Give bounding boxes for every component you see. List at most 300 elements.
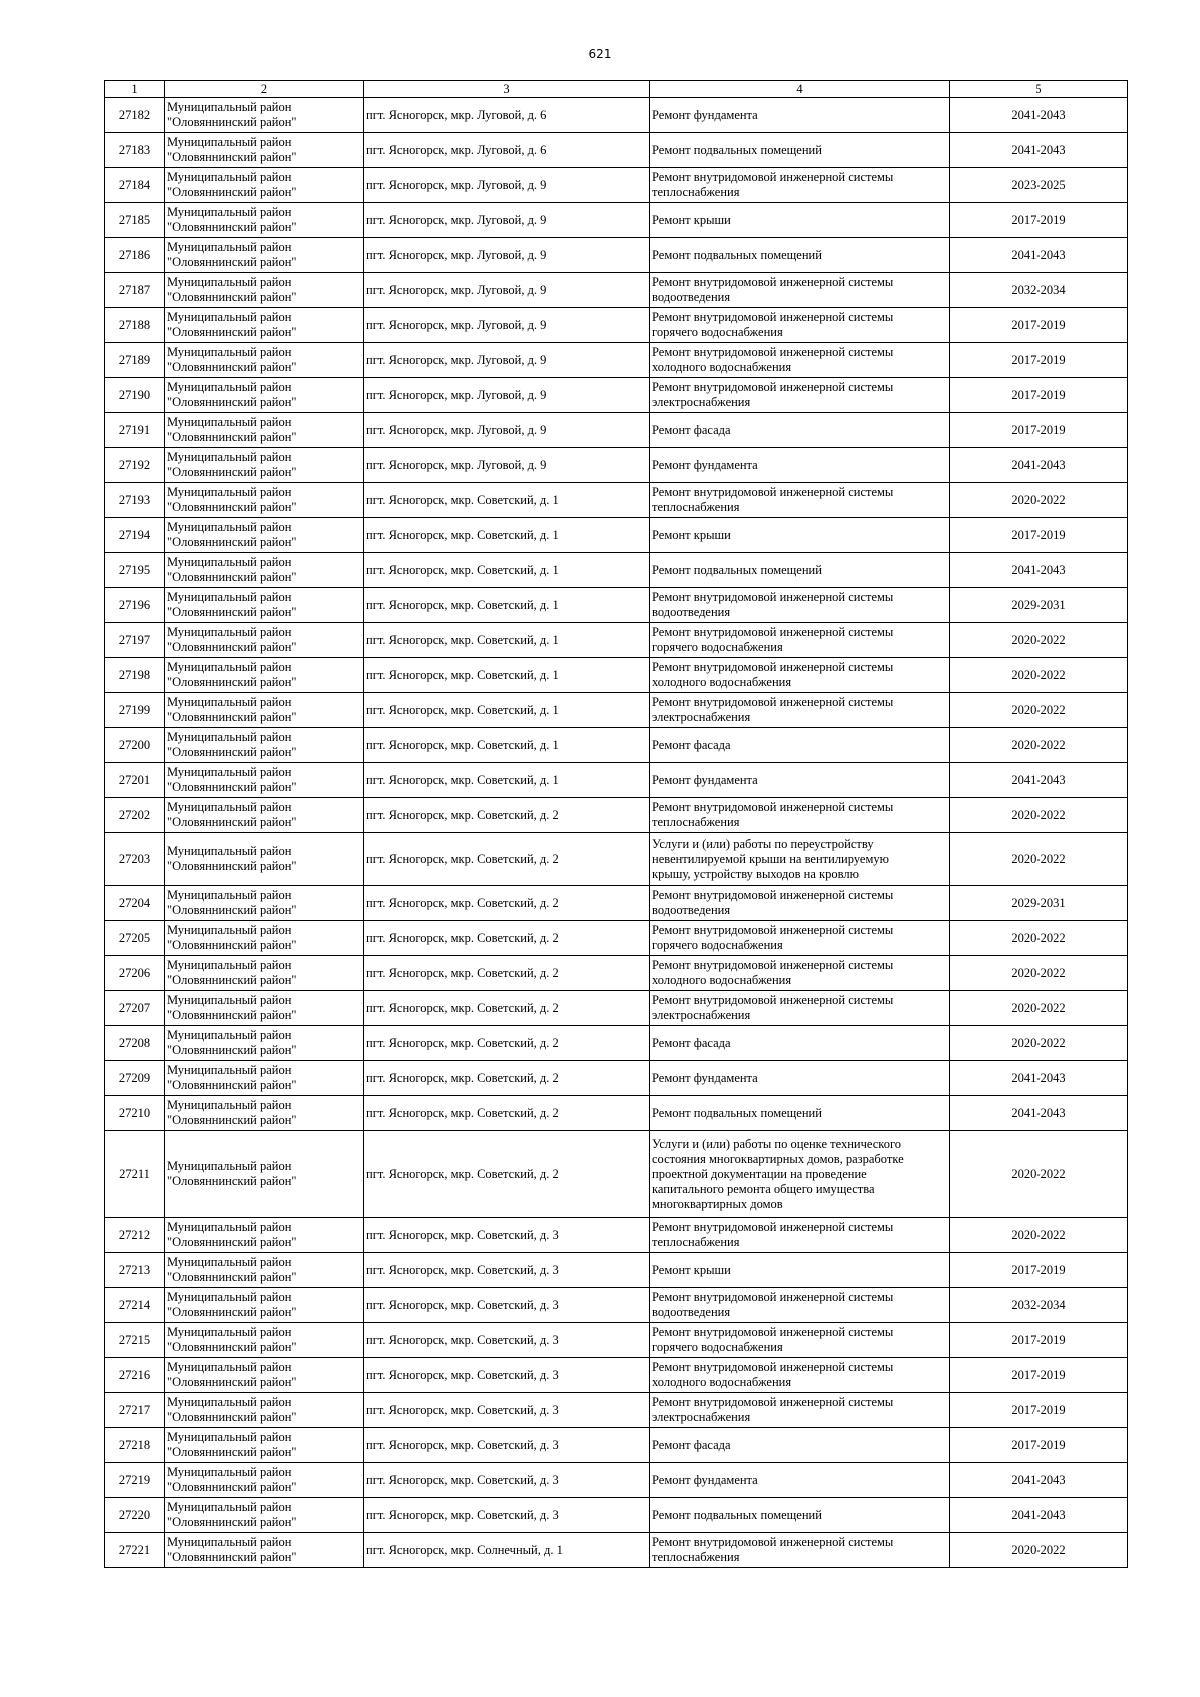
table-row: [105, 833, 1128, 886]
table-row: [105, 588, 1128, 623]
district-cell: [165, 1131, 364, 1218]
work-type-cell: [650, 991, 950, 1026]
column-header-4: 4: [650, 81, 950, 98]
district-line: Муниципальный район: [167, 240, 292, 254]
work-type-line: водоотведения: [652, 605, 731, 619]
work-type-cell: [650, 1498, 950, 1533]
table-row: [105, 658, 1128, 693]
district-cell: [165, 133, 364, 168]
row-number-cell: 27205: [105, 921, 165, 956]
table-row: [105, 1218, 1128, 1253]
district-line: Муниципальный район: [167, 1255, 292, 1269]
work-type-line: теплоснабжения: [652, 500, 740, 514]
table-row: [105, 956, 1128, 991]
district-line: Муниципальный район: [167, 205, 292, 219]
row-number-cell: 27190: [105, 378, 165, 413]
district-line: "Оловяннинский район": [167, 1410, 297, 1424]
work-type-line: Ремонт фундамента: [652, 1070, 758, 1085]
work-type-cell: [650, 1131, 950, 1218]
work-type-cell: [650, 343, 950, 378]
period-cell: 2017-2019: [950, 1253, 1128, 1288]
district-line: Муниципальный район: [167, 660, 292, 674]
district-line: Муниципальный район: [167, 590, 292, 604]
district-line: Муниципальный район: [167, 1395, 292, 1409]
address-cell: пгт. Ясногорск, мкр. Луговой, д. 9: [364, 343, 650, 378]
address-cell: пгт. Ясногорск, мкр. Советский, д. 2: [364, 921, 650, 956]
district-cell: [165, 273, 364, 308]
table-row: [105, 98, 1128, 133]
district-line: "Оловяннинский район": [167, 430, 297, 444]
table-row: [105, 553, 1128, 588]
work-type-line: многоквартирных домов: [652, 1196, 783, 1211]
column-header-2: 2: [165, 81, 364, 98]
address-cell: пгт. Ясногорск, мкр. Луговой, д. 9: [364, 168, 650, 203]
work-type-line: Ремонт фундамента: [652, 457, 758, 472]
work-type-cell: [650, 273, 950, 308]
work-type-line: теплоснабжения: [652, 1550, 740, 1564]
district-line: "Оловяннинский район": [167, 780, 297, 794]
period-cell: 2020-2022: [950, 956, 1128, 991]
address-cell: пгт. Ясногорск, мкр. Советский, д. 3: [364, 1428, 650, 1463]
address-cell: пгт. Ясногорск, мкр. Советский, д. 1: [364, 693, 650, 728]
row-number-cell: 27221: [105, 1533, 165, 1568]
district-line: "Оловяннинский район": [167, 1445, 297, 1459]
work-type-line: водоотведения: [652, 903, 731, 917]
work-type-line: Ремонт внутридомовой инженерной системы: [652, 1535, 894, 1549]
work-type-line: Услуги и (или) работы по переустройству: [652, 836, 874, 851]
column-header-3: 3: [364, 81, 650, 98]
district-line: Муниципальный район: [167, 1098, 292, 1112]
row-number-cell: 27206: [105, 956, 165, 991]
period-cell: 2017-2019: [950, 1323, 1128, 1358]
period-cell: 2017-2019: [950, 1358, 1128, 1393]
period-cell: 2041-2043: [950, 98, 1128, 133]
table-row: [105, 1323, 1128, 1358]
row-number-cell: 27202: [105, 798, 165, 833]
district-line: "Оловяннинский район": [167, 1113, 297, 1127]
work-type-line: электроснабжения: [652, 1410, 751, 1424]
work-type-line: Ремонт внутридомовой инженерной системы: [652, 1395, 894, 1409]
district-line: "Оловяннинский район": [167, 115, 297, 129]
district-line: Муниципальный район: [167, 1159, 292, 1173]
address-cell: пгт. Ясногорск, мкр. Советский, д. 1: [364, 763, 650, 798]
row-number-cell: 27182: [105, 98, 165, 133]
period-cell: 2020-2022: [950, 833, 1128, 886]
address-cell: пгт. Ясногорск, мкр. Советский, д. 1: [364, 728, 650, 763]
work-type-line: Ремонт внутридомовой инженерной системы: [652, 590, 894, 604]
district-cell: [165, 833, 364, 886]
district-cell: [165, 1061, 364, 1096]
work-type-line: Ремонт подвальных помещений: [652, 142, 822, 157]
work-type-line: Ремонт подвальных помещений: [652, 1105, 822, 1120]
district-line: "Оловяннинский район": [167, 710, 297, 724]
period-cell: 2020-2022: [950, 921, 1128, 956]
address-cell: пгт. Ясногорск, мкр. Советский, д. 3: [364, 1463, 650, 1498]
district-cell: [165, 588, 364, 623]
district-line: "Оловяннинский район": [167, 605, 297, 619]
row-number-cell: 27186: [105, 238, 165, 273]
district-line: Муниципальный район: [167, 380, 292, 394]
district-cell: [165, 413, 364, 448]
district-line: "Оловяннинский район": [167, 1340, 297, 1354]
district-cell: [165, 798, 364, 833]
district-line: "Оловяннинский район": [167, 1550, 297, 1564]
district-line: Муниципальный район: [167, 923, 292, 937]
work-type-line: Ремонт фундамента: [652, 107, 758, 122]
header-row: [105, 81, 1128, 98]
address-cell: пгт. Ясногорск, мкр. Советский, д. 1: [364, 588, 650, 623]
address-cell: пгт. Ясногорск, мкр. Луговой, д. 9: [364, 273, 650, 308]
district-line: Муниципальный район: [167, 415, 292, 429]
district-cell: [165, 956, 364, 991]
period-cell: 2032-2034: [950, 273, 1128, 308]
district-cell: [165, 991, 364, 1026]
table-row: [105, 273, 1128, 308]
district-cell: [165, 1393, 364, 1428]
period-cell: 2017-2019: [950, 203, 1128, 238]
work-type-line: невентилируемой крыши на вентилируемую: [652, 851, 889, 866]
table-row: [105, 991, 1128, 1026]
district-line: Муниципальный район: [167, 993, 292, 1007]
district-line: "Оловяннинский район": [167, 255, 297, 269]
capital-repair-table: [104, 80, 1128, 1568]
address-cell: пгт. Ясногорск, мкр. Советский, д. 3: [364, 1218, 650, 1253]
table-row: [105, 133, 1128, 168]
district-line: Муниципальный район: [167, 485, 292, 499]
address-cell: пгт. Ясногорск, мкр. Советский, д. 3: [364, 1498, 650, 1533]
row-number-cell: 27188: [105, 308, 165, 343]
period-cell: 2029-2031: [950, 588, 1128, 623]
row-number-cell: 27216: [105, 1358, 165, 1393]
district-line: Муниципальный район: [167, 1220, 292, 1234]
address-cell: пгт. Ясногорск, мкр. Луговой, д. 9: [364, 413, 650, 448]
district-cell: [165, 1096, 364, 1131]
table-row: [105, 1498, 1128, 1533]
work-type-cell: [650, 1096, 950, 1131]
work-type-cell: [650, 1323, 950, 1358]
table-row: [105, 798, 1128, 833]
work-type-cell: [650, 886, 950, 921]
work-type-line: Ремонт внутридомовой инженерной системы: [652, 923, 894, 937]
district-line: "Оловяннинский район": [167, 325, 297, 339]
table-row: [105, 886, 1128, 921]
district-line: Муниципальный район: [167, 1430, 292, 1444]
district-line: Муниципальный район: [167, 170, 292, 184]
district-line: Муниципальный район: [167, 695, 292, 709]
work-type-cell: [650, 413, 950, 448]
work-type-cell: [650, 623, 950, 658]
district-line: "Оловяннинский район": [167, 465, 297, 479]
work-type-line: горячего водоснабжения: [652, 640, 783, 654]
work-type-line: водоотведения: [652, 1305, 731, 1319]
work-type-line: Ремонт внутридомовой инженерной системы: [652, 695, 894, 709]
table-row: [105, 518, 1128, 553]
district-cell: [165, 1428, 364, 1463]
address-cell: пгт. Ясногорск, мкр. Советский, д. 1: [364, 483, 650, 518]
address-cell: пгт. Ясногорск, мкр. Советский, д. 3: [364, 1393, 650, 1428]
work-type-cell: [650, 763, 950, 798]
district-line: Муниципальный район: [167, 100, 292, 114]
address-cell: пгт. Ясногорск, мкр. Советский, д. 3: [364, 1323, 650, 1358]
address-cell: пгт. Ясногорск, мкр. Советский, д. 2: [364, 1131, 650, 1218]
period-cell: 2017-2019: [950, 378, 1128, 413]
work-type-cell: [650, 956, 950, 991]
address-cell: пгт. Ясногорск, мкр. Луговой, д. 9: [364, 378, 650, 413]
work-type-cell: [650, 133, 950, 168]
work-type-cell: [650, 483, 950, 518]
row-number-cell: 27194: [105, 518, 165, 553]
period-cell: 2017-2019: [950, 1393, 1128, 1428]
district-line: Муниципальный район: [167, 1290, 292, 1304]
district-cell: [165, 1288, 364, 1323]
work-type-line: холодного водоснабжения: [652, 675, 792, 689]
row-number-cell: 27191: [105, 413, 165, 448]
period-cell: 2020-2022: [950, 483, 1128, 518]
work-type-line: Ремонт внутридомовой инженерной системы: [652, 1220, 894, 1234]
work-type-line: электроснабжения: [652, 395, 751, 409]
period-cell: 2017-2019: [950, 518, 1128, 553]
district-line: Муниципальный район: [167, 310, 292, 324]
column-header-1: 1: [105, 81, 165, 98]
period-cell: 2017-2019: [950, 308, 1128, 343]
work-type-line: проектной документации на проведение: [652, 1166, 867, 1181]
district-line: "Оловяннинский район": [167, 1515, 297, 1529]
table-row: [105, 203, 1128, 238]
district-line: "Оловяннинский район": [167, 1375, 297, 1389]
district-line: "Оловяннинский район": [167, 1174, 297, 1188]
address-cell: пгт. Ясногорск, мкр. Советский, д. 2: [364, 956, 650, 991]
work-type-line: горячего водоснабжения: [652, 325, 783, 339]
work-type-cell: [650, 1463, 950, 1498]
table-row: [105, 1428, 1128, 1463]
work-type-line: Ремонт крыши: [652, 212, 731, 227]
row-number-cell: 27199: [105, 693, 165, 728]
address-cell: пгт. Ясногорск, мкр. Луговой, д. 6: [364, 98, 650, 133]
work-type-line: Ремонт крыши: [652, 1262, 731, 1277]
work-type-cell: [650, 1061, 950, 1096]
work-type-cell: [650, 98, 950, 133]
work-type-line: электроснабжения: [652, 1008, 751, 1022]
table-row: [105, 483, 1128, 518]
work-type-line: Ремонт внутридомовой инженерной системы: [652, 958, 894, 972]
district-line: Муниципальный район: [167, 1535, 292, 1549]
row-number-cell: 27215: [105, 1323, 165, 1358]
district-line: "Оловяннинский район": [167, 150, 297, 164]
district-cell: [165, 728, 364, 763]
work-type-cell: [650, 203, 950, 238]
table-row: [105, 1358, 1128, 1393]
district-line: "Оловяннинский район": [167, 570, 297, 584]
work-type-line: крышу, устройству выходов на кровлю: [652, 866, 859, 881]
period-cell: 2041-2043: [950, 763, 1128, 798]
district-cell: [165, 238, 364, 273]
address-cell: пгт. Ясногорск, мкр. Советский, д. 1: [364, 658, 650, 693]
district-line: Муниципальный район: [167, 625, 292, 639]
work-type-line: Ремонт фасада: [652, 1035, 731, 1050]
work-type-line: Ремонт фундамента: [652, 1472, 758, 1487]
district-line: "Оловяннинский район": [167, 1480, 297, 1494]
work-type-line: горячего водоснабжения: [652, 1340, 783, 1354]
row-number-cell: 27218: [105, 1428, 165, 1463]
period-cell: 2020-2022: [950, 658, 1128, 693]
row-number-cell: 27198: [105, 658, 165, 693]
district-cell: [165, 921, 364, 956]
row-number-cell: 27193: [105, 483, 165, 518]
work-type-line: Ремонт внутридомовой инженерной системы: [652, 1360, 894, 1374]
table-row: [105, 1288, 1128, 1323]
period-cell: 2020-2022: [950, 1131, 1128, 1218]
table-row: [105, 623, 1128, 658]
district-line: Муниципальный район: [167, 765, 292, 779]
period-cell: 2041-2043: [950, 1061, 1128, 1096]
table-row: [105, 238, 1128, 273]
district-cell: [165, 378, 364, 413]
period-cell: 2041-2043: [950, 238, 1128, 273]
district-line: Муниципальный район: [167, 555, 292, 569]
table-row: [105, 1393, 1128, 1428]
work-type-line: Ремонт крыши: [652, 527, 731, 542]
address-cell: пгт. Ясногорск, мкр. Советский, д. 2: [364, 833, 650, 886]
district-cell: [165, 693, 364, 728]
district-line: "Оловяннинский район": [167, 973, 297, 987]
work-type-cell: [650, 238, 950, 273]
period-cell: 2041-2043: [950, 1096, 1128, 1131]
district-line: "Оловяннинский район": [167, 815, 297, 829]
period-cell: 2020-2022: [950, 1026, 1128, 1061]
table-row: [105, 343, 1128, 378]
district-cell: [165, 1218, 364, 1253]
page-number: 621: [588, 47, 612, 61]
row-number-cell: 27207: [105, 991, 165, 1026]
work-type-line: Ремонт подвальных помещений: [652, 1507, 822, 1522]
row-number-cell: 27208: [105, 1026, 165, 1061]
row-number-cell: 27211: [105, 1131, 165, 1218]
district-line: Муниципальный район: [167, 1063, 292, 1077]
work-type-cell: [650, 658, 950, 693]
row-number-cell: 27213: [105, 1253, 165, 1288]
district-cell: [165, 763, 364, 798]
district-line: Муниципальный район: [167, 800, 292, 814]
table-row: [105, 1026, 1128, 1061]
district-line: "Оловяннинский район": [167, 1008, 297, 1022]
work-type-cell: [650, 1428, 950, 1463]
work-type-line: Ремонт фасада: [652, 422, 731, 437]
work-type-cell: [650, 518, 950, 553]
row-number-cell: 27209: [105, 1061, 165, 1096]
district-line: "Оловяннинский район": [167, 745, 297, 759]
district-cell: [165, 448, 364, 483]
district-line: "Оловяннинский район": [167, 675, 297, 689]
table-row: [105, 378, 1128, 413]
district-cell: [165, 886, 364, 921]
work-type-cell: [650, 588, 950, 623]
row-number-cell: 27195: [105, 553, 165, 588]
row-number-cell: 27212: [105, 1218, 165, 1253]
table-row: [105, 448, 1128, 483]
table-body: [105, 98, 1128, 1568]
row-number-cell: 27192: [105, 448, 165, 483]
district-line: "Оловяннинский район": [167, 903, 297, 917]
period-cell: 2041-2043: [950, 1463, 1128, 1498]
work-type-cell: [650, 693, 950, 728]
row-number-cell: 27196: [105, 588, 165, 623]
work-type-line: капитального ремонта общего имущества: [652, 1181, 875, 1196]
period-cell: 2023-2025: [950, 168, 1128, 203]
work-type-line: состояния многоквартирных домов, разработке: [652, 1151, 904, 1166]
district-cell: [165, 1323, 364, 1358]
work-type-line: Ремонт фундамента: [652, 772, 758, 787]
district-line: Муниципальный район: [167, 844, 292, 858]
row-number-cell: 27210: [105, 1096, 165, 1131]
period-cell: 2041-2043: [950, 448, 1128, 483]
row-number-cell: 27189: [105, 343, 165, 378]
address-cell: пгт. Ясногорск, мкр. Луговой, д. 9: [364, 203, 650, 238]
period-cell: 2020-2022: [950, 623, 1128, 658]
work-type-cell: [650, 1288, 950, 1323]
row-number-cell: 27217: [105, 1393, 165, 1428]
address-cell: пгт. Ясногорск, мкр. Луговой, д. 9: [364, 448, 650, 483]
work-type-line: холодного водоснабжения: [652, 360, 792, 374]
row-number-cell: 27214: [105, 1288, 165, 1323]
address-cell: пгт. Ясногорск, мкр. Советский, д. 1: [364, 623, 650, 658]
period-cell: 2020-2022: [950, 693, 1128, 728]
table-row: [105, 1061, 1128, 1096]
district-cell: [165, 308, 364, 343]
row-number-cell: 27204: [105, 886, 165, 921]
table-row: [105, 1096, 1128, 1131]
period-cell: 2020-2022: [950, 1533, 1128, 1568]
address-cell: пгт. Ясногорск, мкр. Советский, д. 2: [364, 1026, 650, 1061]
district-line: "Оловяннинский район": [167, 220, 297, 234]
district-line: "Оловяннинский район": [167, 1043, 297, 1057]
district-line: Муниципальный район: [167, 1360, 292, 1374]
address-cell: пгт. Ясногорск, мкр. Солнечный, д. 1: [364, 1533, 650, 1568]
table-row: [105, 693, 1128, 728]
address-cell: пгт. Ясногорск, мкр. Луговой, д. 9: [364, 238, 650, 273]
work-type-cell: [650, 448, 950, 483]
work-type-line: Ремонт внутридомовой инженерной системы: [652, 1325, 894, 1339]
district-line: "Оловяннинский район": [167, 500, 297, 514]
district-cell: [165, 1463, 364, 1498]
row-number-cell: 27185: [105, 203, 165, 238]
work-type-cell: [650, 308, 950, 343]
district-line: "Оловяннинский район": [167, 290, 297, 304]
work-type-cell: [650, 1026, 950, 1061]
table-row: [105, 1533, 1128, 1568]
period-cell: 2041-2043: [950, 553, 1128, 588]
table-row: [105, 921, 1128, 956]
work-type-line: Услуги и (или) работы по оценке технического: [652, 1136, 902, 1151]
district-line: Муниципальный район: [167, 1500, 292, 1514]
district-cell: [165, 483, 364, 518]
period-cell: 2017-2019: [950, 343, 1128, 378]
address-cell: пгт. Ясногорск, мкр. Советский, д. 2: [364, 1096, 650, 1131]
address-cell: пгт. Ясногорск, мкр. Советский, д. 1: [364, 518, 650, 553]
table-row: [105, 728, 1128, 763]
district-cell: [165, 1533, 364, 1568]
district-cell: [165, 518, 364, 553]
period-cell: 2041-2043: [950, 133, 1128, 168]
district-cell: [165, 658, 364, 693]
work-type-line: Ремонт внутридомовой инженерной системы: [652, 800, 894, 814]
row-number-cell: 27183: [105, 133, 165, 168]
work-type-cell: [650, 1253, 950, 1288]
period-cell: 2029-2031: [950, 886, 1128, 921]
row-number-cell: 27203: [105, 833, 165, 886]
district-cell: [165, 1358, 364, 1393]
row-number-cell: 27200: [105, 728, 165, 763]
table-row: [105, 168, 1128, 203]
